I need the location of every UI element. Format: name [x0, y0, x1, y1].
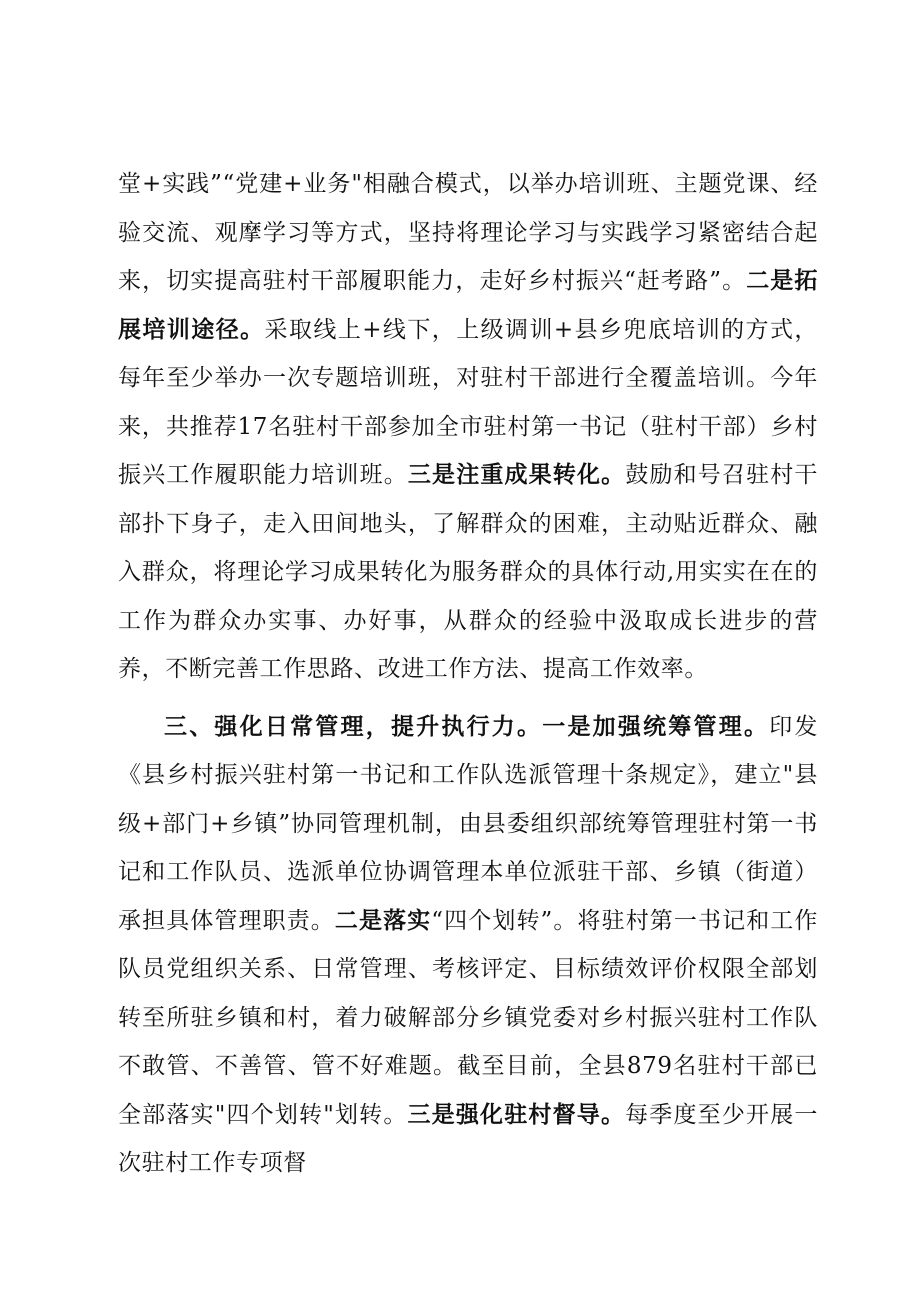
paragraph-2-text-4: “四个划转”。将驻村第一书记和工作队员党组织关系、日常管理、考核评定、目标绩效评价权限全部划转至所驻乡镇和村，着力破解部分乡镇党委对乡村振兴驻村工作队不敢管、不善管、管不好难题。截至目前，全县879名驻村干部已全部落实"四个划转"划转。 [118, 907, 818, 1128]
paragraph-2-heading-3: 三是强化驻村督导。 [407, 1101, 626, 1128]
paragraph-2-text-2: 印发《县乡村振兴驻村第一书记和工作队选派管理十条规定》，建立"县级+部门+乡镇”协同管理机制，由县委组织部统筹管理驻村第一书记和工作队员、选派单位协调管理本单位派驻干部、乡镇（街道）承担具体管理职责。 [118, 713, 819, 934]
paragraph-1 [118, 160, 818, 694]
paragraph-1-text-1: 堂+实践”“党建+业务"相融合模式，以举办培训班、主题党课、经验交流、观摩学习等方式，坚持将理论学习与实践学习紧密结合起来，切实提高驻村干部履职能力，走好乡村振兴“赶考路”。 [118, 171, 818, 294]
paragraph-2 [118, 703, 818, 1188]
paragraph-1-heading-2: 二是拓展培训途径。 [118, 268, 818, 343]
document-body [118, 160, 818, 1197]
paragraph-1-text-3: 采取线上+线下，上级调训+县乡兜底培训的方式，每年至少举办一次专题培训班，对驻村干部进行全覆盖培训。今年来，共推荐17名驻村干部参加全市驻村第一书记（驻村干部）乡村振兴工作履职能力培训班。 [118, 316, 818, 488]
paragraph-1-text-5: 鼓励和号召驻村干部扑下身子，走入田间地头，了解群众的困难，主动贴近群众、融入群众，将理论学习成果转化为服务群众的具体行动,用实实在在的工作为群众办实事、办好事，从群众的经验中汲取成长进步的营养，不断完善工作思路、改进工作方法、提高工作效率。 [118, 462, 819, 682]
paragraph-2-section-heading: 三、强化日常管理，提升执行力。一是加强统筹管理。 [164, 713, 770, 740]
paragraph-2-text-6: 每季度至少开展一次驻村工作专项督 [118, 1101, 818, 1176]
paragraph-2-heading-2: 二是落实 [334, 907, 432, 934]
paragraph-1-heading-3: 三是注重成果转化。 [407, 462, 626, 488]
